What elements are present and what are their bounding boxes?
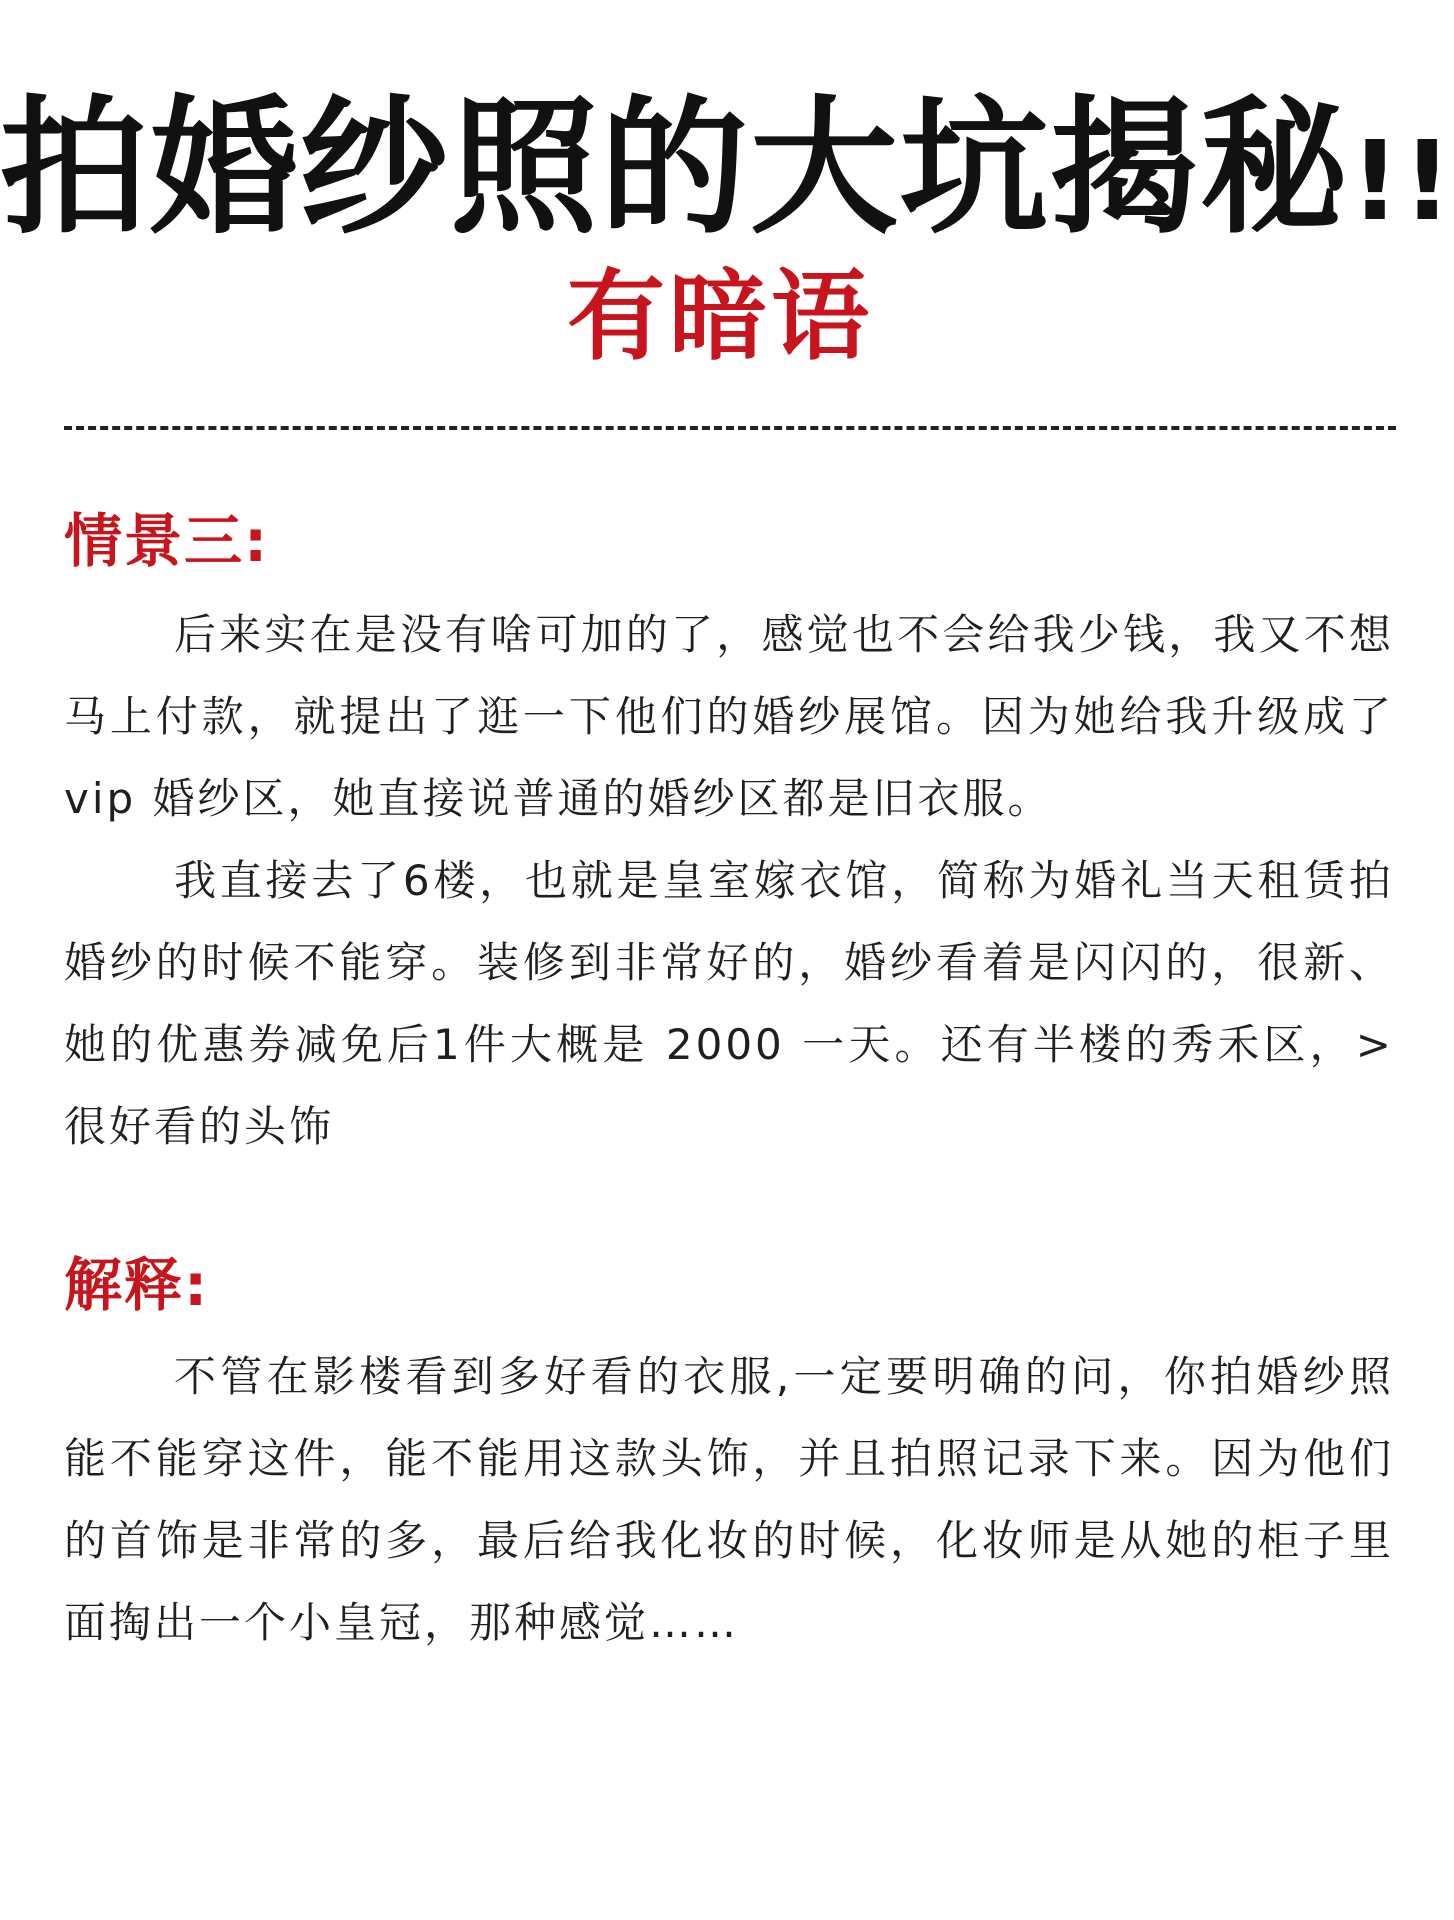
scenario-paragraph-1: 后来实在是没有啥可加的了，感觉也不会给我少钱，我又不想马上付款，就提出了逛一下他们的婚纱展馆。因为她给我升级成了vip 婚纱区，她直接说普通的婚纱区都是旧衣服。: [64, 610, 1394, 823]
scenario-paragraph-2: 我直接去了6楼，也就是皇室嫁衣馆，简称为婚礼当天租赁拍婚纱的时候不能穿。装修到非常好的，婚纱看着是闪闪的，很新、她的优惠券减免后1件大概是 2000 一天。还有半楼的秀禾区，>很好看的头饰: [64, 856, 1394, 1151]
explanation-paragraph: 不管在影楼看到多好看的衣服,一定要明确的问，你拍婚纱照能不能穿这件，能不能用这款头饰，并且拍照记录下来。因为他们的首饰是非常的多，最后给我化妆的时候，化妆师是从她的柜子里面掏出一个小皇冠，那种感觉……: [64, 1352, 1394, 1647]
explanation-heading: 解释:: [64, 1251, 210, 1319]
scenario-heading: 情景三:: [64, 507, 270, 575]
page-subtitle: 有暗语: [566, 260, 873, 374]
page-title-text: 拍婚纱照的大坑揭秘: [0, 82, 1350, 254]
page-title-exclaim: !!: [1350, 117, 1454, 245]
dashed-divider: [64, 426, 1396, 430]
page-title: [0, 82, 1454, 261]
